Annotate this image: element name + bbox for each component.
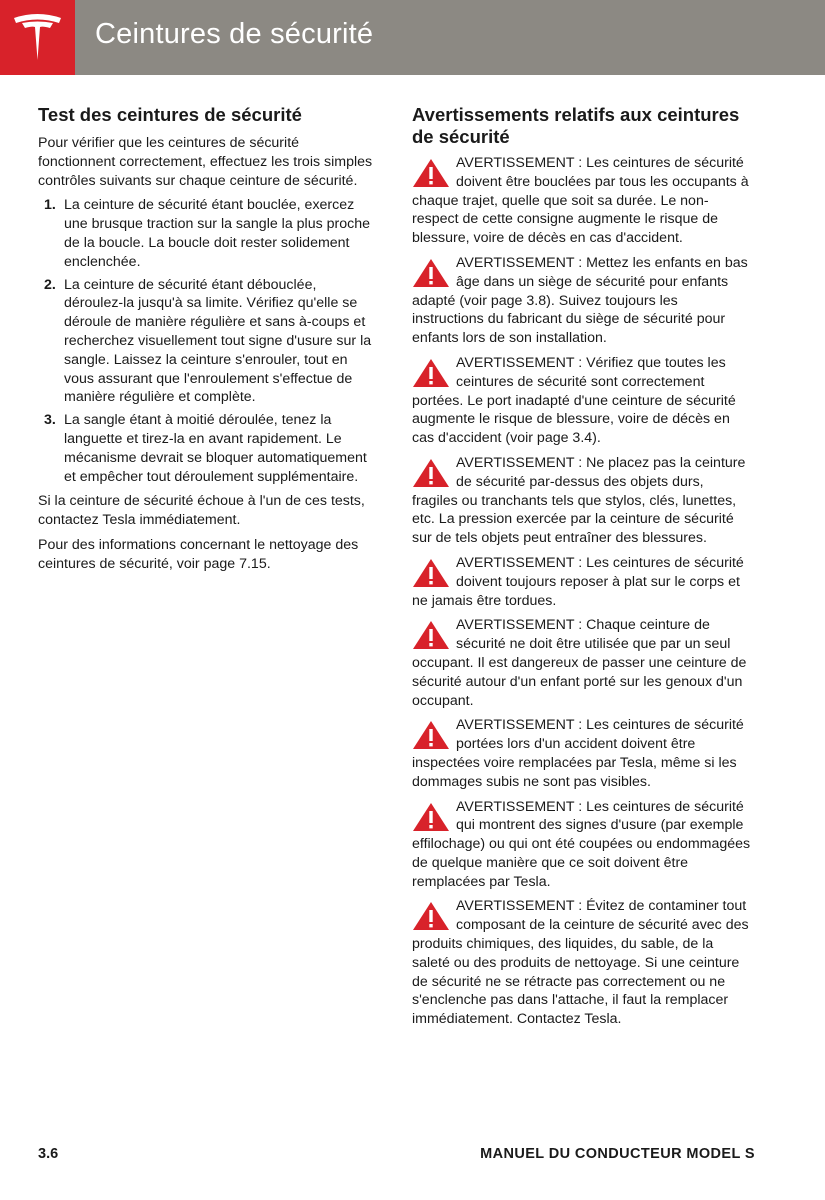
step-text: La ceinture de sécurité étant débouclée, déroulez-la jusqu'à sa limite. Vérifiez qu'elle se déroule de manière régulière et sans à-coups et recherchez visuellement tout signe d'usure sur la sangle. Laissez la ceinture s'enrouler, tout en vous assurant que l'enroulement s'effectue de manière régulière et complète. (64, 276, 372, 406)
warning-item (412, 154, 752, 248)
warning-text: AVERTISSEMENT : Les ceintures de sécurité qui montrent des signes d'usure (par exemple effilochage) ou qui ont été coupées ou endommagées de quelque manière que ce soit doivent être remplacées par Tesla. (412, 798, 751, 890)
warning-text: AVERTISSEMENT : Évitez de contaminer tout composant de la ceinture de sécurité avec des produits chimiques, des liquides, du sable, de la saleté ou des produits de nettoyage. Si une ceinture de sécurité ne se rétracte pas correctement ou ne s'enclenche pas dans l'attache, il faut la remplacer immédiatement. Contactez Tesla. (412, 898, 749, 1028)
intro-paragraph: Pour vérifier que les ceintures de sécurité fonctionnent correctement, effectuez les trois simples contrôles suivants sur chaque ceinture de sécurité. (38, 135, 373, 189)
warning-triangle-icon (412, 558, 450, 588)
warning-text: AVERTISSEMENT : Les ceintures de sécurité doivent toujours reposer à plat sur le corps et ne jamais être tordues. (412, 554, 744, 609)
warning-text: AVERTISSEMENT : Ne placez pas la ceinture de sécurité par-dessus des objets durs, fragiles ou tranchants tels que stylos, clés, lunettes, etc. La pression exercée par la ceinture de sécurité sur de tels objets peut entraîner des blessures. (412, 454, 746, 547)
warning-triangle-icon (412, 901, 450, 931)
page-title: Ceintures de sécurité (95, 18, 374, 50)
warning-triangle-icon (412, 458, 450, 488)
list-item (38, 411, 378, 486)
warning-item (412, 716, 752, 791)
test-steps-list (38, 196, 378, 486)
left-column (38, 104, 378, 580)
warning-triangle-icon (412, 258, 450, 288)
section-heading-test: Test des ceintures de sécurité (38, 104, 302, 125)
warning-triangle-icon (412, 720, 450, 750)
warning-item (412, 554, 752, 610)
warning-triangle-icon (412, 620, 450, 650)
warning-text: AVERTISSEMENT : Les ceintures de sécurité doivent être bouclées par tous les occupants à chaque trajet, quelle que soit sa durée. Le non-respect de cette consigne augmente le risque de blessure, voire de décès en cas d'accident. (412, 155, 749, 247)
page-number: 3.6 (38, 1146, 59, 1162)
list-item (38, 276, 378, 408)
logo-box (0, 0, 75, 75)
step-text: La ceinture de sécurité étant bouclée, exercez une brusque traction sur la sangle la plus proche de la boucle. La boucle doit rester solidement enclenchée. (64, 197, 371, 270)
warning-triangle-icon (412, 802, 450, 832)
tesla-logo-icon (10, 10, 65, 65)
warning-text: AVERTISSEMENT : Chaque ceinture de sécurité ne doit être utilisée que par un seul occupant. Il est dangereux de passer une ceinture de sécurité autour d'un enfant porté sur les genoux d'un occupant. (412, 617, 747, 709)
page-header (0, 0, 825, 75)
step-number: 1. (44, 197, 56, 214)
warning-item (412, 454, 752, 548)
cleaning-paragraph: Pour des informations concernant le nettoyage des ceintures de sécurité, voir page 7.15. (38, 536, 359, 572)
step-number: 3. (44, 412, 56, 429)
list-item (38, 196, 378, 271)
warning-text: AVERTISSEMENT : Les ceintures de sécurité portées lors d'un accident doivent être inspectées voire remplacées par Tesla, même si les dommages subis ne sont pas visibles. (412, 717, 744, 790)
step-text: La sangle étant à moitié déroulée, tenez la languette et tirez-la en avant rapidement. Le mécanisme devrait se bloquer automatiquement et empêcher tout déroulement supplémentaire. (64, 412, 367, 485)
right-column (412, 104, 752, 1035)
warning-item (412, 254, 752, 348)
warning-item (412, 616, 752, 710)
section-heading-warnings: Avertissements relatifs aux ceintures de sécurité (412, 104, 740, 147)
warning-text: AVERTISSEMENT : Vérifiez que toutes les ceintures de sécurité sont correctement portées. Le port inadapté d'une ceinture de sécurité augmente le risque de blessure, voire de décès en cas d'accident (voir page 3.4). (412, 354, 736, 447)
warning-item (412, 354, 752, 448)
warning-item (412, 798, 752, 892)
warning-triangle-icon (412, 158, 450, 188)
failure-paragraph: Si la ceinture de sécurité échoue à l'un de ces tests, contactez Tesla immédiatement. (38, 493, 365, 529)
step-number: 2. (44, 276, 56, 293)
manual-title: MANUEL DU CONDUCTEUR MODEL S (480, 1146, 755, 1162)
warning-item (412, 897, 752, 1029)
warning-triangle-icon (412, 358, 450, 388)
warning-text: AVERTISSEMENT : Mettez les enfants en bas âge dans un siège de sécurité pour enfants adapté (voir page 3.8). Suivez toujours les instructions du fabricant du siège de sécurité pour enfants lors de son installation. (412, 254, 748, 347)
